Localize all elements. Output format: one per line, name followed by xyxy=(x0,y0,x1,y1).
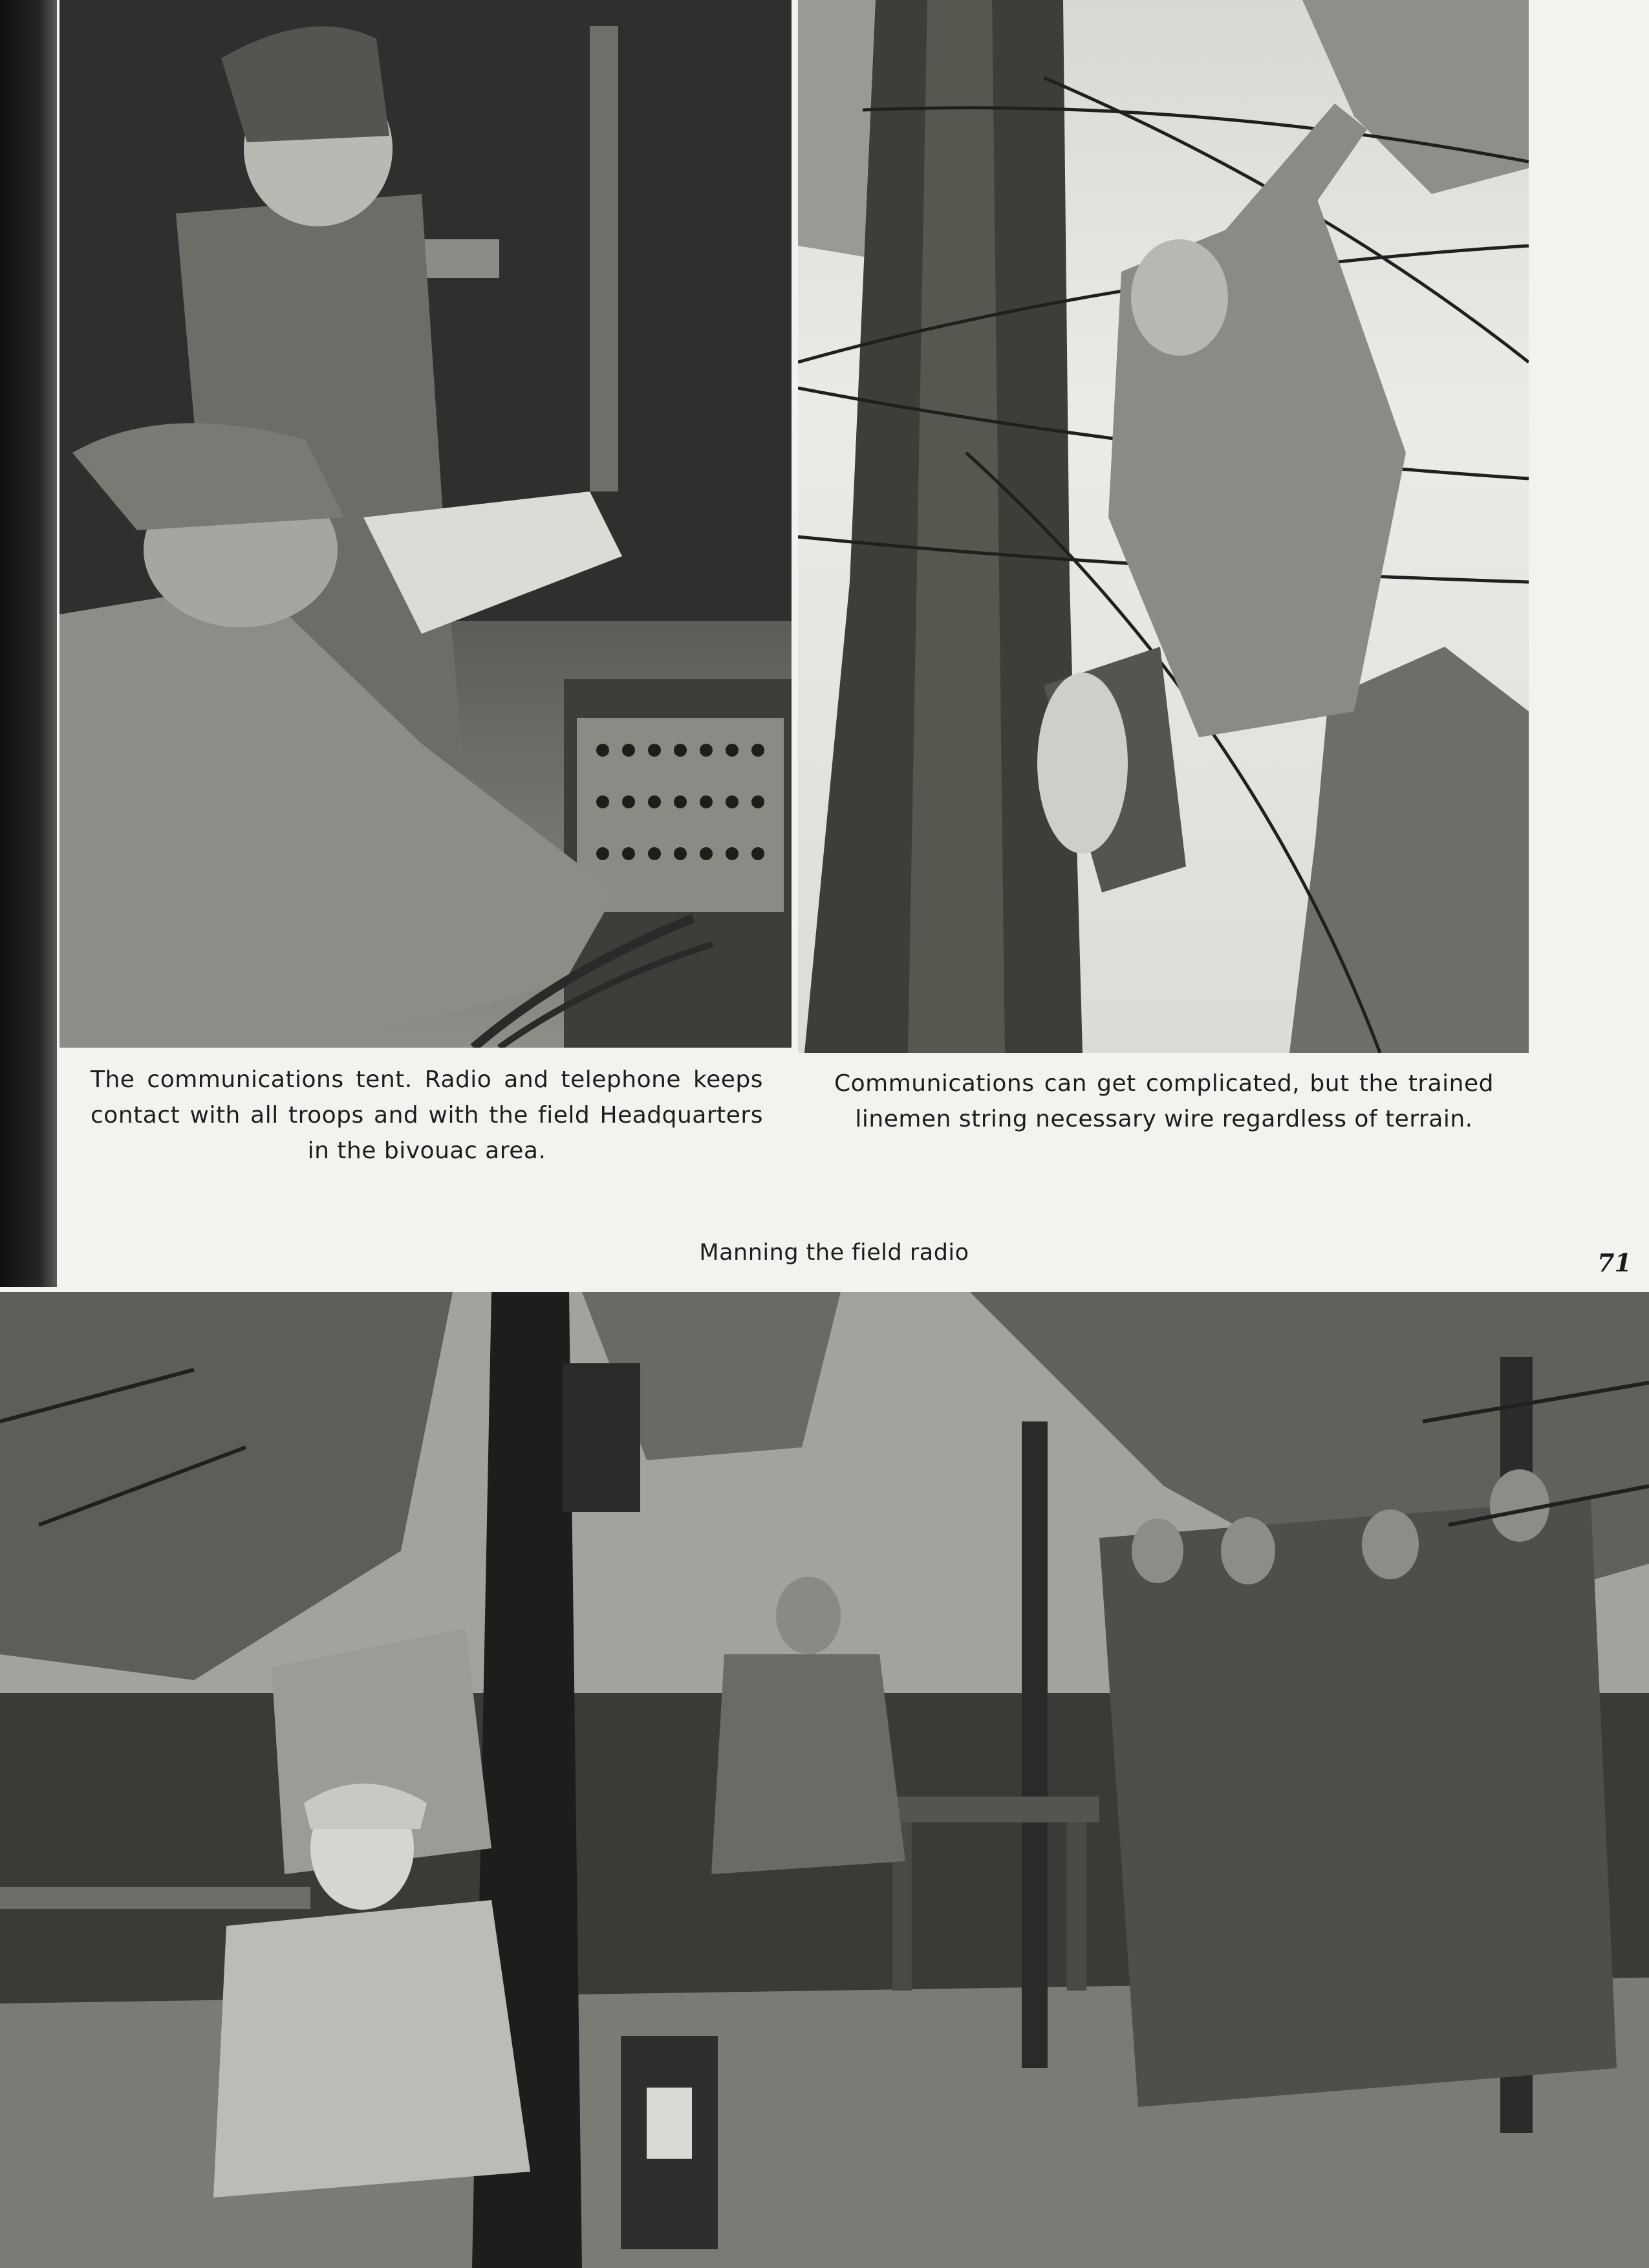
field-radio-caption: Manning the field radio xyxy=(699,1240,969,1266)
field-radio-photo xyxy=(0,1292,1649,2268)
page-number: 71 xyxy=(1597,1248,1632,1277)
communications-tent-photo xyxy=(59,0,792,1048)
lineman-climbing-photo xyxy=(798,0,1529,1053)
lineman-caption: Communications can get complicated, but the trained linemen string necessary wire regardless of terrain. xyxy=(834,1070,1494,1132)
communications-tent-caption: The communications tent. Radio and telephone keeps contact with all troops and with the field Headquarters in the bivouac area. xyxy=(91,1066,763,1164)
page-binding-shadow xyxy=(0,0,57,1287)
